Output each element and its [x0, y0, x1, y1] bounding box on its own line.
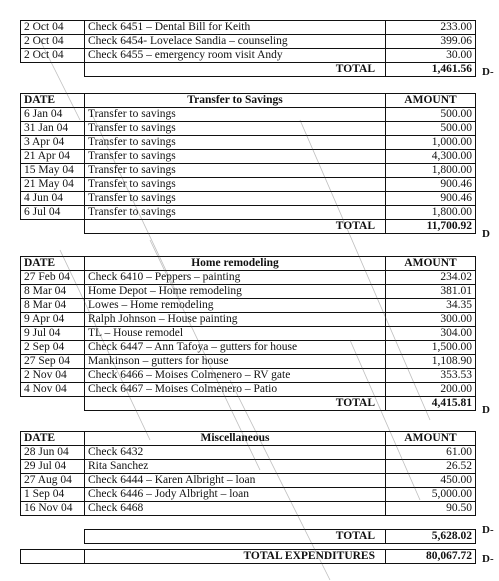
table-row — [21, 446, 476, 460]
row-date: 6 Jan 04 — [21, 108, 85, 122]
row-amount: 61.00 — [386, 446, 476, 460]
row-description: Transfer to savings — [85, 122, 386, 136]
table-row — [21, 271, 476, 285]
side-label: D- — [482, 553, 494, 565]
table-total-expenditures — [20, 549, 476, 564]
total-row — [21, 220, 476, 234]
row-date: 27 Feb 04 — [21, 271, 85, 285]
total-label: TOTAL — [85, 220, 386, 234]
total-value: 4,415.81 — [386, 397, 476, 411]
amount-header: AMOUNT — [386, 94, 476, 108]
row-date: 31 Jan 04 — [21, 122, 85, 136]
side-label: D- — [482, 66, 494, 78]
total-row — [21, 397, 476, 411]
row-amount: 900.46 — [386, 192, 476, 206]
row-date: 27 Sep 04 — [21, 355, 85, 369]
row-description: Check 6467 – Moises Colmenero – Patio — [85, 383, 386, 397]
grand-total-value: 80,067.72 — [386, 550, 476, 564]
amount-header: AMOUNT — [386, 432, 476, 446]
row-description: Check 6432 — [85, 446, 386, 460]
row-description: Transfer to savings — [85, 136, 386, 150]
table-row — [21, 21, 476, 35]
date-header: DATE — [21, 257, 85, 271]
row-description: Home Depot – Home remodeling — [85, 285, 386, 299]
table-row — [21, 502, 476, 516]
row-amount: 34.35 — [386, 299, 476, 313]
total-row — [21, 530, 476, 544]
table-medical — [20, 20, 476, 77]
table-row — [21, 49, 476, 63]
amount-header: AMOUNT — [386, 257, 476, 271]
row-amount: 234.02 — [386, 271, 476, 285]
row-date: 27 Aug 04 — [21, 474, 85, 488]
table-row — [21, 383, 476, 397]
row-date: 9 Jul 04 — [21, 327, 85, 341]
section-title: Home remodeling — [85, 257, 386, 271]
row-date: 29 Jul 04 — [21, 460, 85, 474]
row-amount: 450.00 — [386, 474, 476, 488]
row-amount: 500.00 — [386, 108, 476, 122]
row-description: Check 6468 — [85, 502, 386, 516]
date-header: DATE — [21, 432, 85, 446]
table-row — [21, 136, 476, 150]
row-date: 9 Apr 04 — [21, 313, 85, 327]
row-date: 3 Apr 04 — [21, 136, 85, 150]
table-row — [21, 299, 476, 313]
row-amount: 4,300.00 — [386, 150, 476, 164]
row-description: Check 6447 – Ann Tafoya – gutters for house — [85, 341, 386, 355]
total-label: TOTAL — [85, 63, 386, 77]
table-row — [21, 108, 476, 122]
row-description: Check 6446 – Jody Albright – loan — [85, 488, 386, 502]
row-date: 1 Sep 04 — [21, 488, 85, 502]
grand-total-row — [21, 550, 476, 564]
row-date: 21 May 04 — [21, 178, 85, 192]
table-transfer-savings — [20, 93, 476, 234]
row-date: 8 Mar 04 — [21, 299, 85, 313]
row-amount: 1,800.00 — [386, 164, 476, 178]
table-row — [21, 35, 476, 49]
header-row — [21, 94, 476, 108]
row-description: Transfer to savings — [85, 150, 386, 164]
date-header: DATE — [21, 94, 85, 108]
row-date: 2 Oct 04 — [21, 49, 85, 63]
row-description: Mankinson – gutters for house — [85, 355, 386, 369]
row-amount: 304.00 — [386, 327, 476, 341]
row-amount: 5,000.00 — [386, 488, 476, 502]
row-description: Transfer to savings — [85, 108, 386, 122]
table-row — [21, 460, 476, 474]
row-description: Check 6410 – Peppers – painting — [85, 271, 386, 285]
table-row — [21, 206, 476, 220]
row-description: Check 6444 – Karen Albright – loan — [85, 474, 386, 488]
table-row — [21, 488, 476, 502]
table-row — [21, 313, 476, 327]
row-date: 28 Jun 04 — [21, 446, 85, 460]
row-date: 16 Nov 04 — [21, 502, 85, 516]
table-row — [21, 369, 476, 383]
table-row — [21, 122, 476, 136]
spacer-row — [21, 516, 476, 530]
row-amount: 300.00 — [386, 313, 476, 327]
row-description: Check 6451 – Dental Bill for Keith — [85, 21, 386, 35]
row-amount: 1,800.00 — [386, 206, 476, 220]
row-amount: 381.01 — [386, 285, 476, 299]
grand-total-label: TOTAL EXPENDITURES — [85, 550, 386, 564]
row-description: TL – House remodel — [85, 327, 386, 341]
row-amount: 233.00 — [386, 21, 476, 35]
row-date: 2 Sep 04 — [21, 341, 85, 355]
row-date: 8 Mar 04 — [21, 285, 85, 299]
row-date: 2 Oct 04 — [21, 21, 85, 35]
table-row — [21, 150, 476, 164]
row-description: Ralph Johnson – House painting — [85, 313, 386, 327]
row-amount: 900.46 — [386, 178, 476, 192]
row-description: Rita Sanchez — [85, 460, 386, 474]
row-amount: 353.53 — [386, 369, 476, 383]
header-row — [21, 432, 476, 446]
row-amount: 399.06 — [386, 35, 476, 49]
row-amount: 1,500.00 — [386, 341, 476, 355]
row-amount: 1,108.90 — [386, 355, 476, 369]
row-date: 4 Jun 04 — [21, 192, 85, 206]
row-amount: 500.00 — [386, 122, 476, 136]
row-description: Check 6466 – Moises Colmenero – RV gate — [85, 369, 386, 383]
section-title: Transfer to Savings — [85, 94, 386, 108]
total-value: 11,700.92 — [386, 220, 476, 234]
side-label: D — [482, 228, 490, 240]
table-row — [21, 474, 476, 488]
table-home-remodeling — [20, 256, 476, 411]
table-row — [21, 341, 476, 355]
row-amount: 30.00 — [386, 49, 476, 63]
table-row — [21, 285, 476, 299]
table-row — [21, 327, 476, 341]
total-row — [21, 63, 476, 77]
table-row — [21, 164, 476, 178]
row-description: Lowes – Home remodeling — [85, 299, 386, 313]
row-date: 6 Jul 04 — [21, 206, 85, 220]
total-label: TOTAL — [85, 530, 386, 544]
row-amount: 200.00 — [386, 383, 476, 397]
section-title: Miscellaneous — [85, 432, 386, 446]
row-date: 15 May 04 — [21, 164, 85, 178]
side-label: D- — [482, 524, 494, 536]
row-description: Transfer to savings — [85, 206, 386, 220]
row-description: Transfer to savings — [85, 192, 386, 206]
row-amount: 26.52 — [386, 460, 476, 474]
header-row — [21, 257, 476, 271]
total-label: TOTAL — [85, 397, 386, 411]
row-date: 4 Nov 04 — [21, 383, 85, 397]
total-value: 1,461.56 — [386, 63, 476, 77]
row-date: 2 Nov 04 — [21, 369, 85, 383]
table-row — [21, 355, 476, 369]
row-description: Check 6454- Lovelace Sandia – counseling — [85, 35, 386, 49]
table-row — [21, 192, 476, 206]
row-amount: 1,000.00 — [386, 136, 476, 150]
side-label: D — [482, 404, 490, 416]
row-description: Transfer to savings — [85, 178, 386, 192]
table-row — [21, 178, 476, 192]
table-miscellaneous — [20, 431, 476, 544]
row-date: 2 Oct 04 — [21, 35, 85, 49]
row-amount: 90.50 — [386, 502, 476, 516]
row-description: Transfer to savings — [85, 164, 386, 178]
total-value: 5,628.02 — [386, 530, 476, 544]
row-description: Check 6455 – emergency room visit Andy — [85, 49, 386, 63]
row-date: 21 Apr 04 — [21, 150, 85, 164]
